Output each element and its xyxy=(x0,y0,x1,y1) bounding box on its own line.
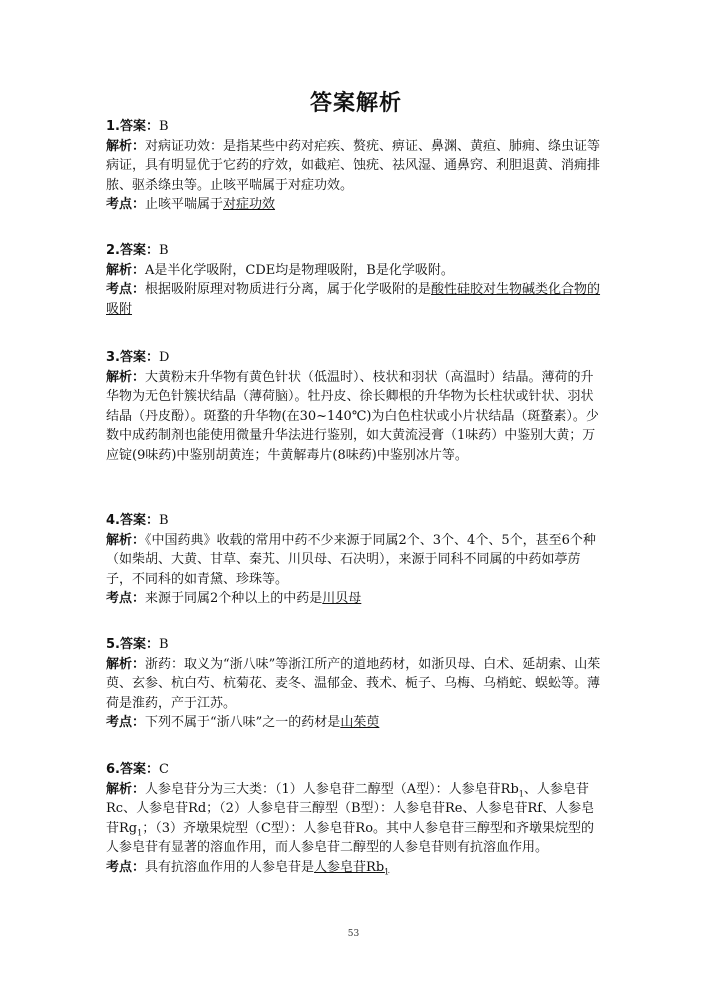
question-number: 4. xyxy=(106,513,120,528)
analysis-text: 对病证功效：是指某些中药对疟疾、赘疣、痹证、鼻渊、黄疸、肺痈、绦虫证等病证，具有明显优于它药的疗效，如截疟、蚀疣、祛风湿、通鼻窍、利胆退黄、消痈排脓、驱杀绦虫等。止咳平喘属于对症功效。 xyxy=(106,138,601,193)
point-label: 考点： xyxy=(106,859,146,875)
analysis-label: 解析： xyxy=(106,781,146,797)
analysis-text: 人参皂苷分为三大类：（1）人参皂苷二醇型（A型）：人参皂苷Rb xyxy=(145,781,519,797)
analysis-label: 解析： xyxy=(106,369,146,385)
page-title: 答案解析 xyxy=(309,91,402,116)
answer-line xyxy=(106,241,604,261)
answer-value: D xyxy=(159,350,170,365)
analysis-line xyxy=(106,531,604,590)
answer-label: 答案： xyxy=(119,243,159,258)
point-underlined: 对症功效 xyxy=(223,197,276,212)
question-number: 2. xyxy=(106,243,120,258)
point-text: 具有抗溶血作用的人参皂苷是 xyxy=(145,859,315,875)
page-number: 53 xyxy=(347,929,360,939)
point-underlined-text: 人参皂苷Rb xyxy=(314,859,385,875)
answer-value: B xyxy=(159,243,169,258)
point-label: 考点： xyxy=(106,591,146,606)
point-label: 考点： xyxy=(106,715,146,730)
answer-line xyxy=(106,348,604,368)
answer-block-6 xyxy=(106,760,604,877)
answer-label: 答案： xyxy=(119,513,159,528)
point-underlined: 酸性硅胶对生物碱类化合物的吸附 xyxy=(106,282,601,317)
point-text: 根据吸附原理对物质进行分离，属于化学吸附的是 xyxy=(145,282,432,297)
analysis-label: 解析： xyxy=(106,656,146,672)
question-number: 6. xyxy=(106,762,120,777)
answer-value: B xyxy=(159,637,169,652)
answer-line xyxy=(106,117,604,137)
point-line xyxy=(106,195,604,215)
answer-block-2 xyxy=(106,241,604,319)
answer-label: 答案： xyxy=(119,637,159,652)
analysis-text: 《中国药典》收载的常用中药不少来源于同属2个、3个、4个、5个，甚至6个种（如柴胡、大黄、甘草、秦艽、川贝母、石决明），来源于同科不同属的中药如葶苈子，不同科的如青黛、珍珠等。 xyxy=(106,532,596,587)
point-underlined: 山茱萸 xyxy=(340,715,380,730)
question-number: 5. xyxy=(106,637,120,652)
answer-block-1 xyxy=(106,117,604,215)
analysis-label: 解析： xyxy=(106,262,146,278)
point-underlined xyxy=(314,860,389,875)
analysis-text: A是半化学吸附，CDE均是物理吸附，B是化学吸附。 xyxy=(145,262,454,278)
point-underlined: 川贝母 xyxy=(322,591,362,606)
point-text: 来源于同属2个种以上的中药是 xyxy=(145,591,323,606)
answer-line xyxy=(106,760,604,780)
point-text: 止咳平喘属于 xyxy=(145,197,224,212)
point-line xyxy=(106,713,604,733)
answer-block-4 xyxy=(106,511,604,609)
answer-label: 答案： xyxy=(119,119,159,134)
point-line xyxy=(106,280,604,319)
analysis-line xyxy=(106,780,604,858)
analysis-text: 大黄粉末升华物有黄色针状（低温时）、枝状和羽状（高温时）结晶。薄荷的升华物为无色针簇状结晶（薄荷脑）。牡丹皮、徐长卿根的升华物为长柱状或针状、羽状结晶（丹皮酚）。斑蝥的升华物(在30~140℃)为白色柱状或小片状结晶（斑蝥素）。少数中成药制剂也能使用微量升华法进行鉴别，如大黄流浸膏（1味药）中鉴别大黄；万应锭(9味药)中鉴别胡黄连；牛黄解毒片(8味药)中鉴别冰片等。 xyxy=(106,369,599,463)
answer-value: B xyxy=(159,513,169,528)
point-label: 考点： xyxy=(106,197,146,212)
analysis-text: 浙药：取义为“浙八味”等浙江所产的道地药材，如浙贝母、白术、延胡索、山茱萸、玄参、杭白芍、杭菊花、麦冬、温郁金、莪术、栀子、乌梅、乌梢蛇、蜈蚣等。薄荷是淮药，产于江苏。 xyxy=(106,656,601,711)
analysis-line xyxy=(106,368,604,466)
point-label: 考点： xyxy=(106,282,146,297)
analysis-line xyxy=(106,137,604,196)
answer-label: 答案： xyxy=(119,350,159,365)
analysis-text: 、人参皂苷Rc、人参皂苷Rd；（2）人参皂苷三醇型（B型）：人参皂苷Re、人参皂苷Rf、人参皂苷Rg xyxy=(106,781,595,836)
analysis-text: ；（3）齐墩果烷型（C型）：人参皂苷Ro。其中人参皂苷三醇型和齐墩果烷型的人参皂苷有显著的溶血作用，而人参皂苷二醇型的人参皂苷则有抗溶血作用。 xyxy=(106,820,595,855)
point-text: 下列不属于“浙八味”之一的药材是 xyxy=(145,715,341,730)
answer-label: 答案： xyxy=(119,762,159,777)
analysis-line xyxy=(106,261,604,281)
question-number: 3. xyxy=(106,350,120,365)
analysis-label: 解析： xyxy=(106,138,146,154)
answer-value: C xyxy=(159,762,169,777)
question-number: 1. xyxy=(106,119,120,134)
analysis-label: 解析： xyxy=(106,532,146,548)
answer-block-5 xyxy=(106,635,604,733)
answer-line xyxy=(106,511,604,531)
answer-value: B xyxy=(159,119,169,134)
subscript: 1 xyxy=(518,789,524,799)
subscript: 1 xyxy=(384,867,390,877)
point-line xyxy=(106,589,604,609)
answer-block-3 xyxy=(106,348,604,465)
answer-line xyxy=(106,635,604,655)
subscript: 1 xyxy=(137,828,143,838)
analysis-line xyxy=(106,655,604,714)
point-line xyxy=(106,858,604,878)
